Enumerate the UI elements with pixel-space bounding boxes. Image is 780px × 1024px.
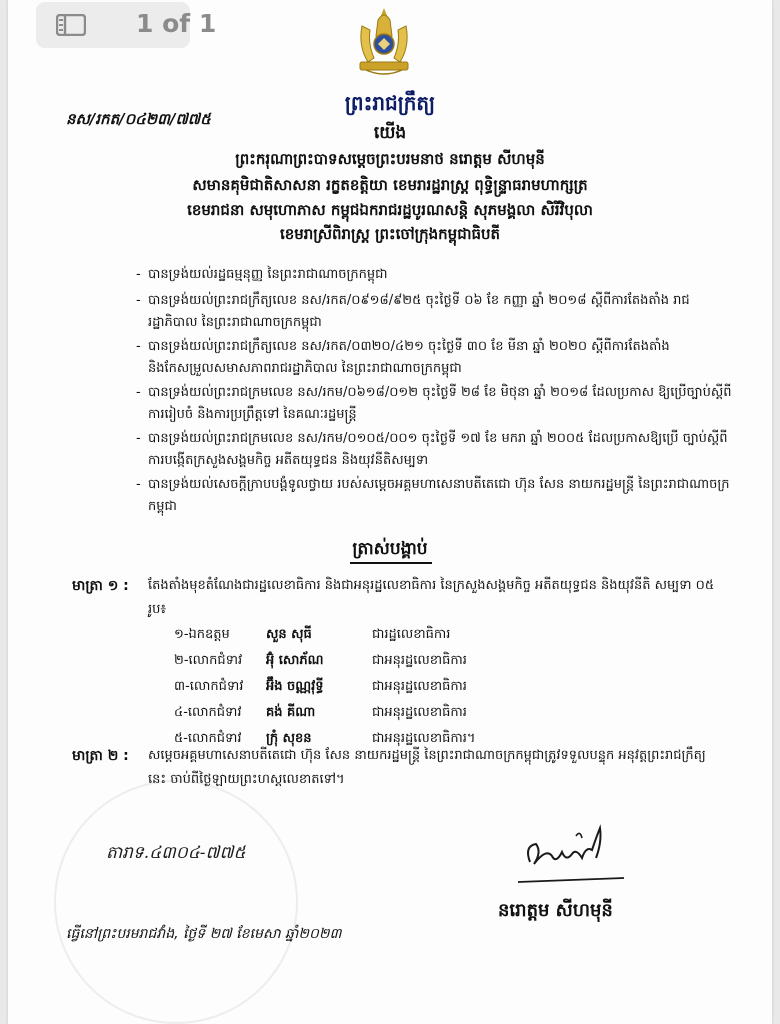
- appointee-title: ៥-លោកជំទាវ: [174, 731, 242, 746]
- date-line: ធ្វើនៅព្រះបរមរាជវាំង, ថ្ងៃទី ២៧ ខែមេសា ឆ្នាំ២០២៣: [66, 926, 342, 942]
- consideration-item: [136, 264, 736, 286]
- article-1-label: មាត្រា ១ :: [72, 578, 129, 594]
- appointee-name: គង់ គីណា: [266, 705, 316, 720]
- decree-heading-underline: [350, 562, 432, 564]
- appointee-role: ជាអនុរដ្ឋលេខាធិការ។: [372, 731, 476, 746]
- handwritten-reference: តារាទ.៤៣០៤-៧៧៥: [106, 843, 246, 863]
- appointee-name: អ៊ឹង ចណ្ណវុទ្ធី: [266, 679, 324, 694]
- bullet-dash: -: [136, 293, 141, 308]
- royal-title-line-2: សមានគុមិជាតិសាសនា រក្ខតខត្តិយា ខេមរារដ្ឋរាស្ត្រ ពុទ្ធិន្ទ្រាធរាមហាក្សត្រ: [192, 176, 588, 194]
- signer-name: នរោត្តម សីហមុនី: [498, 900, 613, 921]
- consideration-text: បានទ្រង់យល់សេចក្តីក្រាបបង្គំទូលថ្វាយ របស់សម្តេចអគ្គមហាសេនាបតីតេជោ ហ៊ុន សែន នាយករដ្ឋមន្ត្រី នៃព្រះរាជាណាចក្រកម្ពុជា: [148, 477, 730, 514]
- consideration-item: [136, 290, 736, 334]
- consideration-text: បានទ្រង់យល់ព្រះរាជក្រមលេខ នស/រកម/០៦១៨/០១២ ចុះថ្ងៃទី ២៨ ខែ មិថុនា ឆ្នាំ ២០១៨ ដែលប្រកាស ឱ្យប្រើច្បាប់ស្តីពីការរៀបចំ និងការប្រព្រឹត្តទៅ នៃគណៈរដ្ឋមន្ត្រី: [148, 385, 732, 422]
- appointee-name: សួន សុធី: [266, 627, 312, 642]
- appointee-name: ក្រុំ សុខន: [266, 731, 312, 746]
- decree-heading: ត្រាស់បង្គាប់: [352, 539, 428, 559]
- consideration-item: [136, 336, 736, 380]
- royal-title-line-3: ខេមរាជនា សមុហោភាស កម្ពុជឯករាជរដ្ឋបូរណសន្តិ សុភមង្គលា សិរីវិបុលា: [187, 201, 593, 219]
- page-indicator[interactable]: [36, 2, 217, 48]
- consideration-text: បានទ្រង់យល់ព្រះរាជក្រមលេខ នស/រកម/០១០៥/០០១ ចុះថ្ងៃទី ១៧ ខែ មករា ឆ្នាំ ២០០៥ ដែលប្រកាសឱ្យប្រើ ច្បាប់ស្តីពីការបង្កើតក្រសួងសង្គមកិច្ច អតីតយុទ្ធជន និងយុវនីតិសម្បទា: [148, 431, 728, 468]
- appointee-row: [174, 704, 574, 726]
- consideration-text: បានទ្រង់យល់រដ្ឋធម្មនុញ្ញ នៃព្រះរាជាណាចក្រកម្ពុជា: [148, 267, 388, 282]
- consideration-item: [136, 428, 736, 472]
- appointee-name: អ៊ុំ សោភ័ណ: [266, 653, 324, 668]
- page-indicator-label: 1 of 1: [136, 9, 217, 38]
- royal-title-line-1: ព្រះករុណាព្រះបាទសម្តេចព្រះបរមនាថ នរោត្តម សីហមុនី: [235, 150, 545, 168]
- royal-emblem-icon: [348, 6, 420, 78]
- appointee-role: ជាអនុរដ្ឋលេខាធិការ: [372, 705, 467, 720]
- appointee-row: [174, 678, 574, 700]
- appointee-title: ២-លោកជំទាវ: [174, 653, 243, 668]
- royal-signature-icon: [512, 818, 632, 888]
- article-2-label: មាត្រា ២ :: [72, 748, 129, 764]
- appointee-title: ១-ឯកឧត្តម: [174, 627, 230, 642]
- bullet-dash: -: [136, 431, 141, 446]
- appointee-row: [174, 652, 574, 674]
- appointee-title: ៣-លោកជំទាវ: [174, 679, 244, 694]
- consideration-text: បានទ្រង់យល់ព្រះរាជក្រឹត្យលេខ នស/រកត/០៣២០/៤២១ ចុះថ្ងៃទី ៣០ ខែ មីនា ឆ្នាំ ២០២០ ស្តីពីការតែងតាំង និងកែសម្រួលសមាសភាពរាជរដ្ឋាភិបាល នៃព្រះរាជាណាចក្រកម្ពុជា: [148, 339, 670, 376]
- page-list-icon: [56, 14, 86, 36]
- document-subtitle: យើង: [373, 123, 407, 143]
- appointee-title: ៤-លោកជំទាវ: [174, 705, 242, 720]
- bullet-dash: -: [136, 267, 141, 282]
- document-title: ព្រះរាជក្រឹត្យ: [344, 91, 436, 115]
- document-number: នស/រកត/០៤២៣/៧៧៥: [66, 110, 211, 128]
- consideration-item: [136, 382, 736, 426]
- article-2-text: សម្តេចអគ្គមហាសេនាបតីតេជោ ហ៊ុន សែន នាយករដ្ឋមន្ត្រី នៃព្រះរាជាណាចក្រកម្ពុជាត្រូវទទួលបន្ទុក អនុវត្តព្រះរាជក្រឹត្យនេះ ចាប់ពីថ្ងៃឡាយព្រះហស្តលេខាតទៅ។: [148, 748, 706, 787]
- article-1: [72, 574, 722, 622]
- consideration-item: [136, 474, 736, 518]
- faded-seal: [54, 780, 298, 1024]
- bullet-dash: -: [136, 339, 141, 354]
- bullet-dash: -: [136, 385, 141, 400]
- appointee-role: ជាអនុរដ្ឋលេខាធិការ: [372, 679, 467, 694]
- article-1-text: តែងតាំងមុខតំណែងជារដ្ឋលេខាធិការ និងជាអនុរដ្ឋលេខាធិការ នៃក្រសួងសង្គមកិច្ច អតីតយុទ្ធជន និងយុវនីតិ សម្បទា ០៥ រូប៖: [148, 578, 715, 617]
- appointee-role: ជាអនុរដ្ឋលេខាធិការ: [372, 653, 467, 668]
- royal-title-line-4: ខេមរាស្រីពិរាស្ត្រ ព្រះចៅក្រុងកម្ពុជាធិបតី: [279, 225, 501, 243]
- appointee-row: [174, 626, 574, 648]
- bullet-dash: -: [136, 477, 141, 492]
- appointee-role: ជារដ្ឋលេខាធិការ: [372, 627, 451, 642]
- consideration-text: បានទ្រង់យល់ព្រះរាជក្រឹត្យលេខ នស/រកត/០៩១៨/៩២៥ ចុះថ្ងៃទី ០៦ ខែ កញ្ញា ឆ្នាំ ២០១៨ ស្តីពីការតែងតាំង រាជរដ្ឋាភិបាល នៃព្រះរាជាណាចក្រកម្ពុជា: [148, 293, 690, 330]
